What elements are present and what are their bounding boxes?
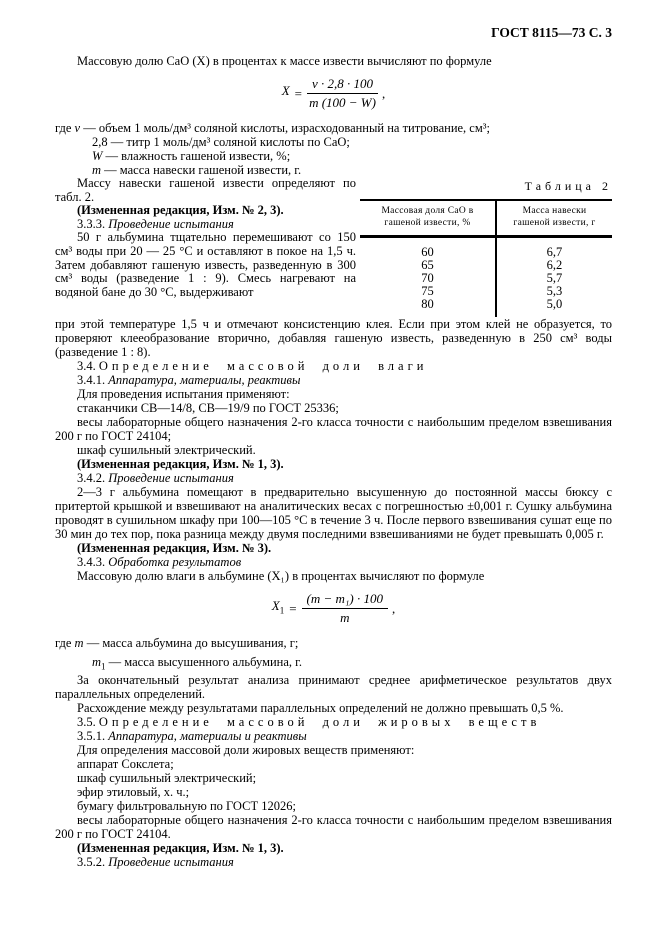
subsection-heading: 3.4.3. Обработка результатов [77,555,242,569]
term-text: объем 1 моль/дм³ соляной кислоты, израсходованный на титрование, см³; [98,121,490,135]
cell-mass: 5,3 [546,284,563,298]
list-item: бумагу фильтровальную по ГОСТ 12026; [77,799,296,813]
list-item: стаканчики СВ—14/8, СВ—19/9 по ГОСТ 25336; [77,401,339,415]
paragraph: Массу навески гашеной извести определяют по табл. 2. [55,176,356,204]
list-item: шкаф сушильный электрический. [77,443,256,457]
paragraph: Расхождение между результатами параллельных определений не должно превышать 0,5 %. [77,701,564,715]
cell-mass: 5,7 [546,271,563,285]
numerator: v · 2,8 · 100 [307,77,378,94]
formula-lhs: $X_1$ [271,598,285,616]
page-header: ГОСТ 8115—73 С. 3 [491,25,612,40]
section-3-5-heading: 3.5. Определение массовой доли жировых веществ [77,715,541,729]
list-item: аппарат Сокслета; [77,757,174,771]
formula-moisture [55,592,612,625]
formula-comma: , [382,85,386,101]
cell-cao: 60 [360,237,496,260]
denominator: m (100 − W) [309,95,376,110]
cell-cao: 70 [360,272,496,285]
term-text: влажность гашеной извести, %; [121,149,291,163]
term-variable: W [92,149,103,163]
term-text: масса навески гашеной извести, г. [119,163,302,177]
paragraph: Массовую долю влаги в альбумине (X₁) в процентах вычисляют по формуле [77,569,485,583]
list-item: шкаф сушильный электрический; [77,771,257,785]
denominator: m [340,610,350,625]
term-text: титр 1 моль/дм³ соляной кислоты по CaO; [126,135,350,149]
section-3-4-heading: 3.4. Определение массовой доли влаги [77,359,428,373]
table-2 [360,199,612,317]
table-row [360,272,612,285]
subsection-heading: 3.4.2. Проведение испытания [77,471,234,485]
term-variable: m [92,163,102,177]
fraction [302,592,388,625]
paragraph-continuation: при этой температуре 1,5 ч и отмечают консистенцию клея. Если при этом клей не образуется, то проверяют клееобразование вторично, добавляя гашеную известь, разведенную в 250 см³ воды (разведение 1 : 8). [55,317,612,359]
subsection-heading: 3.5.1. Аппаратура, материалы и реактивы [77,729,307,743]
table-label: Таблица 2 [524,179,612,193]
term-definition: где v — объем 1 моль/дм³ соляной кислоты, израсходованный на титрование, см³; [55,121,490,135]
left-text-column [55,177,356,317]
fraction [307,77,378,110]
term-text: масса высушенного альбумина, г. [124,654,302,669]
subsection-heading: 3.4.1. Аппаратура, материалы, реактивы [77,373,301,387]
term-variable: m [74,636,84,650]
list-item: весы лабораторные общего назначения 2-го класса точности с наибольшим пределом взвешивания 200 г по ГОСТ 24104. [55,813,612,841]
numerator: (m − m₁) · 100 [302,592,388,609]
formula-comma: , [392,600,396,616]
term-definition: m — масса навески гашеной извести, г. [92,163,302,177]
paragraph: 50 г альбумина тщательно перемешивают со 150 см³ воды при 20 — 25 °С и оставляют в покое на 1,5 ч. Затем добавляют гашеную известь, разведенную в 300 см³ воды (разведение 1 : 9). Смесь нагревают на водяной бане до 30 °С, выдерживают [55,230,356,299]
formula-cao [55,77,612,110]
table-row [360,298,612,317]
equals-sign: = [294,85,302,101]
equals-sign: = [289,600,297,616]
table-row [360,259,612,272]
cell-cao: 75 [360,285,496,298]
amended-note: (Измененная редакция, Изм. № 3). [77,541,272,555]
term-variable: 2,8 [92,135,108,149]
cell-cao: 80 [360,298,496,317]
paragraph: Для определения массовой доли жировых веществ применяют: [77,743,415,757]
amended-note: (Измененная редакция, Изм. № 1, 3). [77,457,284,471]
paragraph: 2—3 г альбумина помещают в предварительно высушенную до постоянной массы бюксу с притертой крышкой и взвешивают на аналитических весах с погрешностью ±0,001 г. Сушку альбумина проводят в сушильном шкафу при 100—105 °С в течение 3 ч. После первого взвешивания сушат еще по 30 мин до тех пор, пока разница между двумя последними взвешиваниями не будет превышать 0,005 г. [55,485,612,541]
term-text: масса альбумина до высушивания, г; [102,636,299,650]
intro-paragraph: Массовую долю CaO (X) в процентах к массе извести вычисляют по формуле [77,54,492,68]
table-column [360,177,612,317]
table-header-cao: Массовая доля CaO в гашеной извести, % [360,200,496,237]
list-item: весы лабораторные общего назначения 2-го класса точности с наибольшим пределом взвешивания 200 г по ГОСТ 24104; [55,415,612,443]
paragraph: Для проведения испытания применяют: [77,387,290,401]
table-header-mass: Масса навески гашеной извести, г [496,200,612,237]
cell-cao: 65 [360,259,496,272]
term-definition: где m — масса альбумина до высушивания, г; [55,636,299,650]
paragraph: За окончательный результат анализа принимают среднее арифметическое результатов двух параллельных определений. [55,673,612,701]
subsection-heading: 3.3.3. Проведение испытания [77,216,234,231]
amended-note: (Измененная редакция, Изм. № 1, 3). [77,841,284,855]
table-row [360,285,612,298]
cell-mass: 6,7 [546,245,563,259]
amended-note: (Измененная редакция, Изм. № 2, 3). [77,203,284,218]
formula-lhs: X [281,83,290,99]
term-definition: $m_1$ — масса высушенного альбумина, г. [92,654,302,671]
subsection-heading: 3.5.2. Проведение испытания [77,855,234,869]
table-row [360,237,612,260]
term-variable: v [74,121,81,135]
term-variable: m [92,654,102,669]
term-definition: W — влажность гашеной извести, %; [92,149,291,163]
cell-mass: 6,2 [546,258,563,272]
term-definition: 2,8 — титр 1 моль/дм³ соляной кислоты по CaO; [92,135,350,149]
list-item: эфир этиловый, х. ч.; [77,785,190,799]
two-column-region [55,177,612,317]
cell-mass: 5,0 [546,297,563,311]
